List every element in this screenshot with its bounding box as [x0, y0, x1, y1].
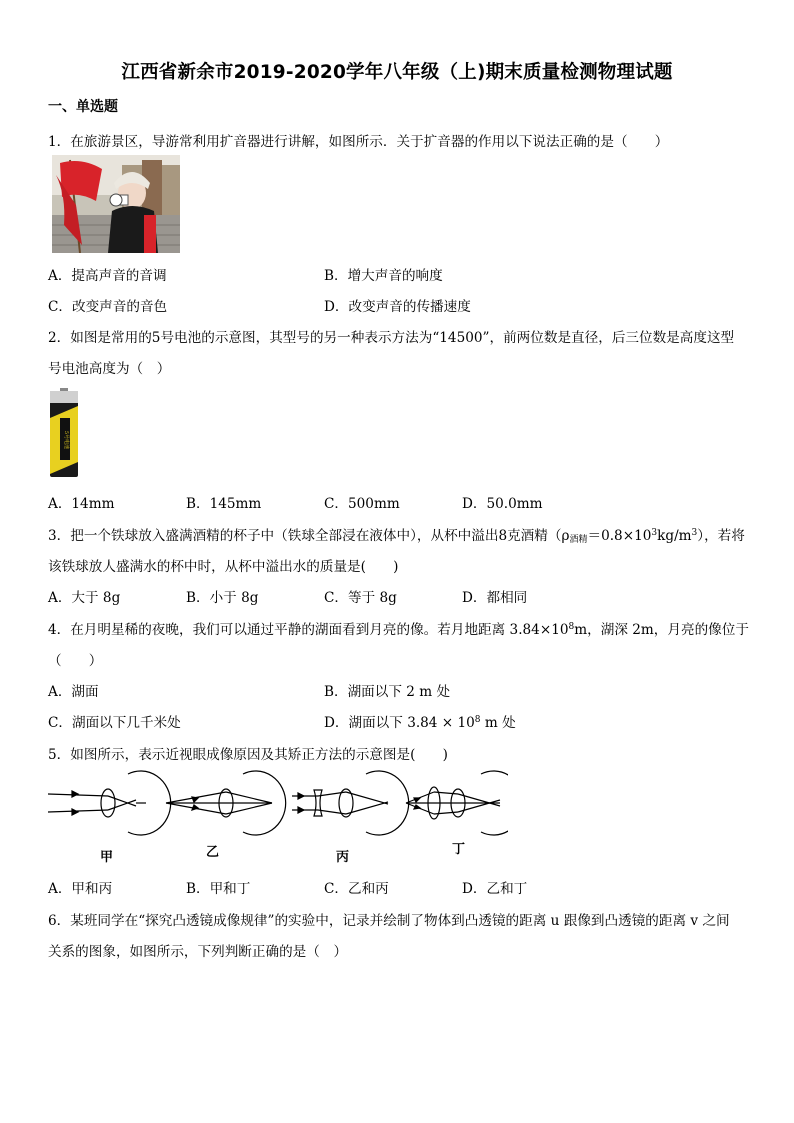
- question-5-option-c: C．乙和丙: [324, 881, 389, 897]
- figure-label-yi: 乙: [206, 845, 220, 860]
- section-heading: 一、单选题: [48, 99, 118, 115]
- tour-guide-megaphone-image: [52, 155, 180, 253]
- question-5-stem: 5．如图所示，表示近视眼成像原因及其矫正方法的示意图是( ): [48, 747, 448, 763]
- eye-diagram-jia: [48, 771, 171, 835]
- eye-diagram-bing: [292, 771, 409, 835]
- figure-label-jia: 甲: [100, 850, 114, 865]
- question-4-option-d: D．湖面以下 $3.84 \times 10^8$ m 处: [324, 715, 516, 731]
- eye-diagram-ding: [406, 771, 508, 835]
- eye-diagrams: [48, 770, 508, 865]
- figure-label-bing: 丙: [336, 850, 350, 865]
- question-1-option-c: C．改变声音的音色: [48, 299, 168, 315]
- page-title: 江西省新余市2019-2020学年八年级（上)期末质量检测物理试题: [121, 62, 673, 83]
- figure-label-ding: 丁: [452, 842, 466, 857]
- question-4-option-a: A．湖面: [48, 684, 99, 700]
- question-6-stem-line-1: 6．某班同学在“探究凸透镜成像规律”的实验中，记录并绘制了物体到凸透镜的距离 u 跟像到凸透镜的距离 v 之间: [48, 913, 730, 929]
- eye-diagram-yi: [166, 771, 286, 835]
- question-4-stem-line-2: （ ）: [48, 653, 103, 669]
- question-2-stem-line-2: 号电池高度为（ ）: [48, 361, 171, 377]
- question-2-option-b: B．145mm: [186, 496, 262, 512]
- question-1-option-d: D．改变声音的传播速度: [324, 299, 471, 315]
- question-2-stem-line-1: 2．如图是常用的5号电池的示意图，其型号的另一种表示方法为“14500”，前两位数是直径，后三位数是高度这型: [48, 330, 735, 346]
- question-2-option-d: D．50.0mm: [462, 496, 543, 512]
- question-3-stem-line-1: 3．把一个铁球放入盛满酒精的杯子中（铁球全部浸在液体中），从杯中溢出8克酒精$(\rho_{酒精}=0.8\times 10^3kg/m^3)$，若将: [48, 528, 745, 545]
- question-4-stem-line-1: 4．在月明星稀的夜晚，我们可以通过平静的湖面看到月亮的像。若月地距离 $3.84\times 10^8m$，湖深 2m，月亮的像位于: [48, 622, 749, 638]
- question-4-option-c: C．湖面以下几千米处: [48, 715, 181, 731]
- aa-battery-image: [48, 388, 80, 478]
- question-2-option-a: A．14mm: [48, 496, 115, 512]
- battery-label: 5号电池: [63, 430, 69, 450]
- question-3-option-d: D．都相同: [462, 590, 528, 606]
- question-6-stem-line-2: 关系的图象，如图所示，下列判断正确的是（ ）: [48, 944, 348, 960]
- question-1-option-a: A．提高声音的音调: [48, 268, 167, 284]
- question-2-option-c: C．500mm: [324, 496, 400, 512]
- question-3-option-c: C．等于 8g: [324, 590, 397, 606]
- question-5-option-b: B．甲和丁: [186, 881, 251, 897]
- question-5-option-d: D．乙和丁: [462, 881, 528, 897]
- question-4-option-b: B．湖面以下 2 m 处: [324, 684, 451, 700]
- question-1-stem: 1．在旅游景区，导游常利用扩音器进行讲解，如图所示．关于扩音器的作用以下说法正确的是（ ）: [48, 134, 669, 150]
- question-5-option-a: A．甲和丙: [48, 881, 113, 897]
- question-1-option-b: B．增大声音的响度: [324, 268, 443, 284]
- question-3-option-a: A．大于 8g: [48, 590, 121, 606]
- question-3-stem-line-2: 该铁球放人盛满水的杯中时，从杯中溢出水的质量是( ): [48, 559, 399, 575]
- question-3-option-b: B．小于 8g: [186, 590, 259, 606]
